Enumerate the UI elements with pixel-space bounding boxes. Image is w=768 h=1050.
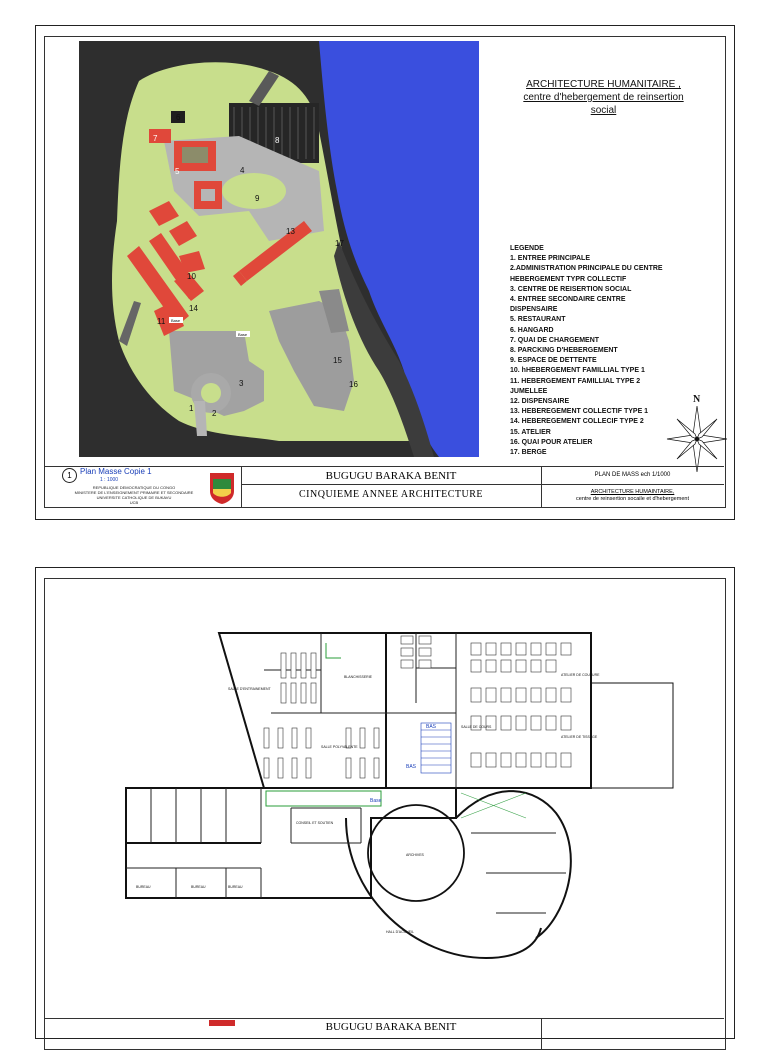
north-arrow-icon [664,391,730,473]
legend-item: 15. ATELIER [510,428,551,436]
title-block-2 [44,1018,724,1049]
legend-item: 9. ESPACE DE DETTENTE [510,357,597,365]
project-caption-line: ARCHITECTURE HUMAINTAIRE, [590,489,675,495]
project-title [496,78,711,117]
map-number: 5 [175,167,180,176]
floor-plan [116,628,676,973]
legend-item: 13. HEBEREGEMENT COLLECTIF TYPE 1 [510,408,649,416]
institution-text [64,485,204,505]
year-label: CINQUIEME ANNEE ARCHITECTURE [299,489,483,500]
map-small-label: Base [171,318,181,323]
legend-item: 16. QUAI POUR ATELIER [510,438,593,446]
map-number: 9 [255,194,260,203]
room-label: BAS [426,724,437,730]
project-caption-line: centre de reinsertion socaile et d'hebergement [576,496,689,502]
institution-line: REPUBLIQUE DEMOCRATIQUE DU CONGO [92,485,176,490]
site-plan-sheet [35,25,735,520]
university-logo-icon [209,471,235,505]
map-number: 15 [333,356,342,365]
room-label: SALLE DE COURS [461,725,492,729]
legend-item: 6. HANGARD [510,326,554,334]
room-label: HALL D'ACCUEIL [386,930,414,934]
legend-item: 3. CENTRE DE REISERTION SOCIAL [510,285,632,293]
view-tag [62,467,192,485]
room-label: ATELIER DE COUTURE [561,673,600,677]
map-number: 16 [349,380,358,389]
map-number: 8 [275,136,280,145]
map-number: 17 [335,239,344,248]
room-label: ARCHIVES [406,853,424,857]
legend-item: 5. RESTAURANT [510,316,566,324]
project-title-line: social [590,105,617,116]
map-number: 11 [157,317,166,326]
legend-title: LEGENDE [510,245,544,252]
legend-item: 4. ENTREE SECONDAIRE CENTRE [510,296,626,304]
legend-item: 11. HEBERGEMENT FAMILLIAL TYPE 2 [510,377,641,385]
room-label: BAS [406,764,417,770]
room-label: SALLE D'ENTRAINEMENT [228,687,271,691]
room-label: Base [370,798,382,804]
room-label: BLANCHISSERIE [344,675,373,679]
title-block [44,466,724,507]
room-label: SALLE POLYVALENTE [321,745,358,749]
room-label: CONSEIL ET SOUTIEN [296,821,334,825]
legend-item: JUMELLEE [510,387,548,395]
map-number: 1 [189,404,194,413]
author-name-2: BUGUGU BARAKA BENIT [325,1021,457,1033]
legend-item: 7. QUAI DE CHARGEMENT [510,336,600,344]
room-label: BUREAU [228,885,243,889]
legend-item: 8. PARCKING D'HEBERGEMENT [510,347,618,355]
view-title: Plan Masse Copie 1 [80,467,152,476]
legend-item: 12. DISPENSAIRE [510,398,570,406]
map-number: 14 [189,304,198,313]
legend-item: 10. hHEBERGEMENT FAMILLIAL TYPE 1 [510,367,645,375]
legend-item: DISPENSAIRE [510,306,558,314]
plan-scale-label: PLAN DE MASS ech 1/1000 [594,472,671,478]
map-small-label: Base [238,332,248,337]
room-labels [136,673,600,934]
view-scale: 1 : 1000 [100,477,119,483]
map-number: 6 [176,113,181,122]
floor-plan-sheet [35,567,735,1039]
room-label: BUREAU [191,885,206,889]
logo-top-icon [209,1020,235,1026]
map-number: 4 [240,166,245,175]
map-number: 7 [153,134,158,143]
institution-line: MINISTERE DE L'ENSEIGNEMENT PRIMAIRE ET SECONDAIRE [74,490,194,495]
room-label: ATELIER DE TISSAGE [561,735,598,739]
legend-item: 2.ADMINISTRATION PRINCIPALE DU CENTRE [510,265,663,273]
map-number: 13 [286,227,295,236]
legend-item: 1. ENTREE PRINCIPALE [510,255,590,263]
project-title-line: ARCHITECTURE HUMANITAIRE , [526,79,681,90]
project-caption [541,489,724,503]
legend-item: 17. BERGE [510,449,547,457]
site-map [79,41,479,457]
author-name: BUGUGU BARAKA BENIT [325,470,457,482]
map-number: 3 [239,379,244,388]
view-number-badge: 1 [62,468,77,483]
institution-line: UNIVERSITE CATHOLIQUE DE BUKAVU [96,495,172,500]
institution-line: UCB [129,500,139,505]
room-label: BUREAU [136,885,151,889]
legend-item: HEBERGEMENT TYPR COLLECTIF [510,275,627,283]
north-label: N [693,394,701,405]
legend-item: 14. HEBEREGEMENT COLLECIF TYPE 2 [510,418,644,426]
project-title-line: centre d'hebergement de reinsertion [523,92,684,103]
map-number: 2 [212,409,217,418]
map-number: 10 [187,272,196,281]
